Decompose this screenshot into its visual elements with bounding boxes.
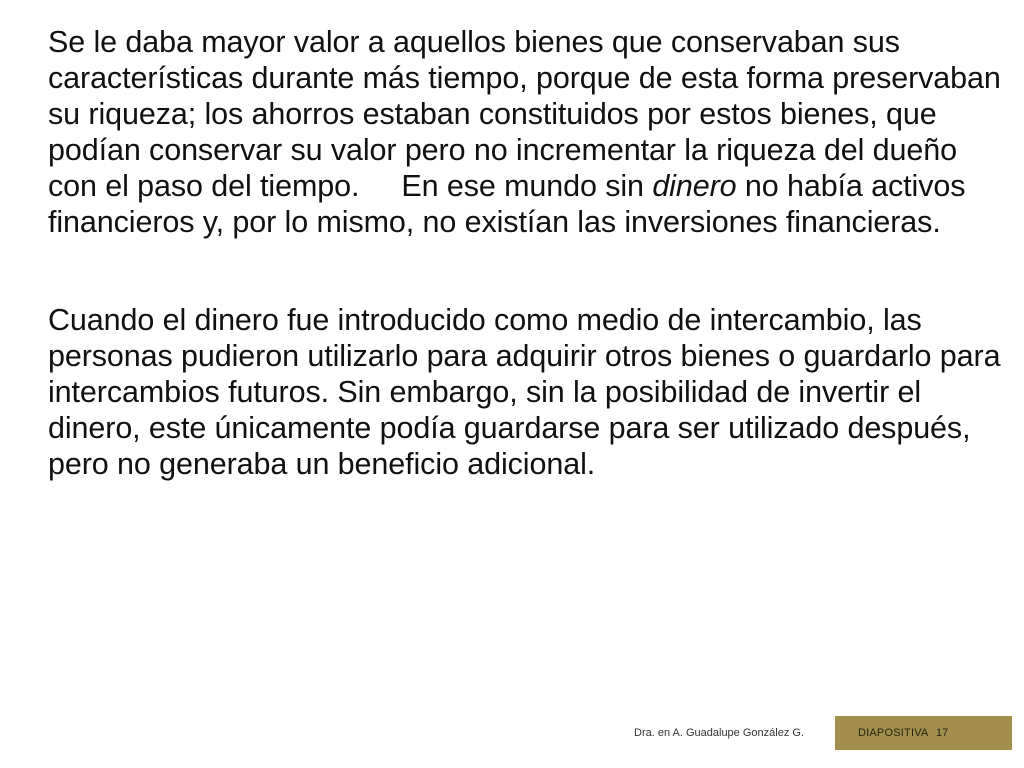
- slide-body: [48, 24, 1008, 482]
- slide-label: DIAPOSITIVA: [858, 727, 929, 739]
- italic-word-dinero: dinero: [652, 169, 737, 204]
- paragraph-1-end-text: no había activos financieros y, por lo mismo, no existían las inversiones financieras.: [48, 169, 966, 240]
- slide-number: 17: [936, 727, 949, 739]
- paragraph-1-mid-text: En ese mundo sin: [401, 169, 653, 204]
- paragraph-money-introduction: Cuando el dinero fue introducido como medio de intercambio, las personas pudieron utilizarlo para adquirir otros bienes o guardarlo para intercambios futuros. Sin embargo, sin la posibilidad de invertir el dinero, este únicamente podía guardarse para ser utilizado después, pero no generaba un beneficio adicional.: [48, 302, 1001, 481]
- paragraph-barter-savings: [48, 24, 1008, 241]
- slide-number-box: [835, 716, 1012, 750]
- slide-footer: [0, 716, 1024, 750]
- paragraph-1-text: Se le daba mayor valor a aquellos bienes que conservaban sus características durante más tiempo, porque de esta forma preservaban su riqueza; los ahorros estaban constituidos por estos bienes, que podían conservar su valor pero no incrementar la riqueza del dueño con el paso del tiempo.: [48, 25, 1001, 204]
- footer-author: Dra. en A. Guadalupe González G.: [634, 727, 804, 739]
